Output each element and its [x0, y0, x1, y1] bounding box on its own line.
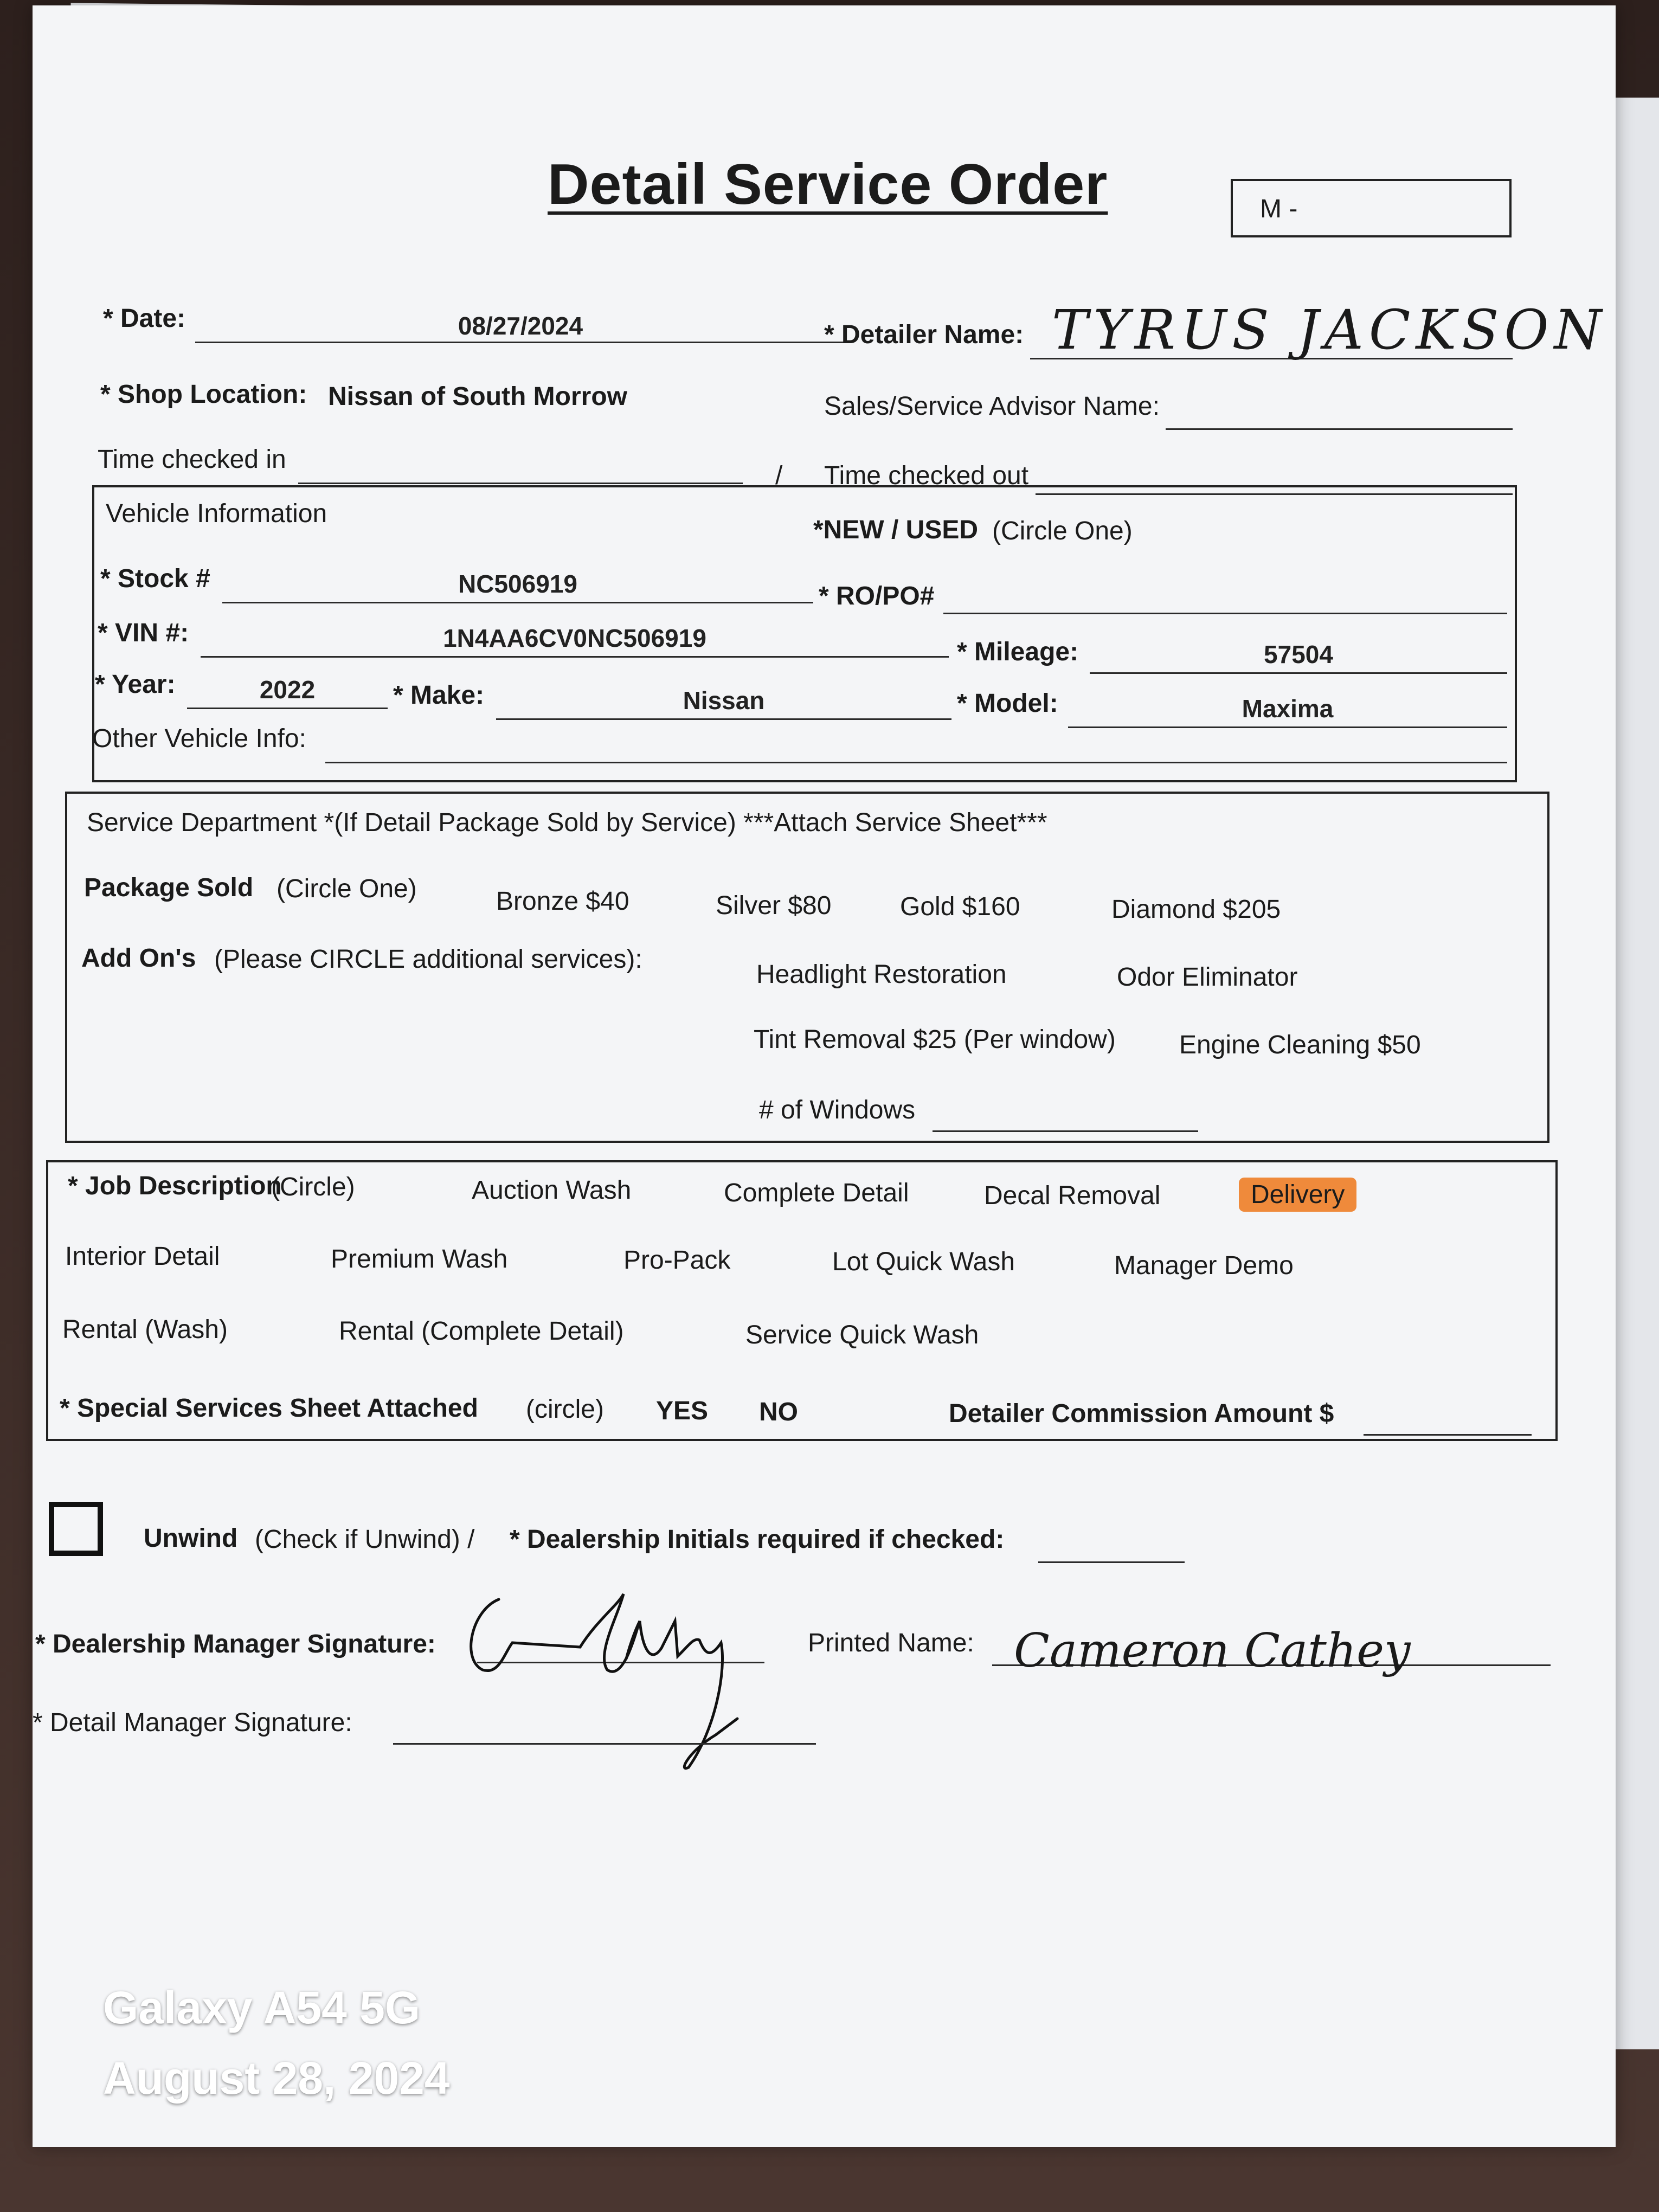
dealership-manager-signature-label: * Dealership Manager Signature: [35, 1630, 436, 1658]
date-value: 08/27/2024 [458, 312, 583, 340]
date-field[interactable] [195, 309, 846, 343]
detail-manager-signature-field[interactable] [393, 1713, 816, 1745]
camera-date-watermark: August 28, 2024 [103, 2053, 450, 2104]
new-used-note: (Circle One) [992, 517, 1133, 545]
package-gold[interactable]: Gold $160 [900, 892, 1020, 921]
order-number-box [1231, 179, 1512, 237]
addon-headlight-restoration[interactable]: Headlight Restoration [756, 960, 1007, 989]
make-value: Nissan [683, 686, 765, 715]
stock-label: * Stock # [100, 564, 210, 593]
other-info-label: Other Vehicle Info: [92, 724, 306, 753]
job-decal-removal[interactable]: Decal Removal [984, 1181, 1161, 1210]
detailer-name-field[interactable] [1030, 287, 1607, 362]
year-field[interactable] [187, 675, 388, 709]
package-diamond[interactable]: Diamond $205 [1111, 895, 1281, 924]
addon-tint-removal[interactable]: Tint Removal $25 (Per window) [754, 1025, 1116, 1054]
stock-value: NC506919 [458, 570, 577, 598]
dealership-initials-field[interactable] [1038, 1532, 1185, 1563]
windows-count-label: # of Windows [759, 1096, 916, 1124]
detailer-name-label: * Detailer Name: [824, 320, 1024, 349]
printed-name-handwritten: Cameron Cathey [1014, 1624, 1411, 1678]
addon-engine-cleaning[interactable]: Engine Cleaning $50 [1179, 1031, 1421, 1059]
windows-count-field[interactable] [933, 1101, 1198, 1132]
make-label: * Make: [393, 681, 485, 710]
vin-label: * VIN #: [98, 619, 189, 647]
year-value: 2022 [259, 676, 316, 704]
time-in-field[interactable] [298, 455, 743, 484]
mileage-field[interactable] [1090, 640, 1507, 674]
time-in-label: Time checked in [98, 445, 286, 474]
job-auction-wash[interactable]: Auction Wash [472, 1176, 632, 1205]
package-bronze[interactable]: Bronze $40 [496, 887, 629, 916]
job-description-label: * Job Description [68, 1172, 282, 1200]
dealership-manager-signature-field[interactable] [477, 1626, 764, 1663]
detailer-name-handwritten: TYRUS JACKSON [1052, 298, 1607, 362]
stock-field[interactable] [222, 569, 813, 603]
ro-po-label: * RO/PO# [819, 582, 935, 610]
package-sold-note: (Circle One) [276, 874, 417, 903]
job-description-note: (Circle) [271, 1173, 355, 1201]
special-services-note: (circle) [526, 1395, 604, 1424]
time-separator: / [775, 461, 783, 490]
special-services-no[interactable]: NO [759, 1398, 798, 1426]
vin-field[interactable] [201, 623, 949, 658]
job-service-quick-wash[interactable]: Service Quick Wash [745, 1321, 979, 1349]
new-used-label: *NEW / USED [813, 516, 979, 544]
addon-odor-eliminator[interactable]: Odor Eliminator [1117, 963, 1298, 992]
job-pro-pack[interactable]: Pro-Pack [623, 1246, 731, 1275]
special-services-yes[interactable]: YES [656, 1397, 709, 1425]
camera-device-watermark: Galaxy A54 5G [103, 1982, 421, 2033]
job-rental-complete-detail[interactable]: Rental (Complete Detail) [339, 1317, 624, 1346]
form-title: Detail Service Order [548, 152, 1108, 216]
unwind-note: (Check if Unwind) / [255, 1525, 475, 1554]
detail-manager-signature-label: * Detail Manager Signature: [33, 1708, 352, 1737]
service-order-sheet [33, 5, 1616, 2147]
year-label: * Year: [95, 670, 176, 699]
time-out-label: Time checked out [824, 461, 1029, 490]
job-manager-demo[interactable]: Manager Demo [1114, 1251, 1294, 1280]
other-info-field[interactable] [325, 729, 1507, 763]
vehicle-info-heading: Vehicle Information [106, 499, 327, 528]
model-value: Maxima [1242, 695, 1334, 723]
job-interior-detail[interactable]: Interior Detail [65, 1242, 220, 1271]
model-field[interactable] [1068, 694, 1507, 728]
unwind-checkbox[interactable] [49, 1502, 103, 1556]
date-label: * Date: [103, 304, 186, 333]
make-field[interactable] [496, 686, 951, 720]
mileage-label: * Mileage: [957, 638, 1079, 666]
manager-signature-drawing [461, 1589, 764, 1778]
job-delivery-highlighted[interactable]: Delivery [1239, 1178, 1356, 1212]
mileage-value: 57504 [1264, 640, 1333, 668]
ro-po-field[interactable] [943, 580, 1507, 614]
shop-location-value: Nissan of South Morrow [328, 382, 627, 411]
special-services-label: * Special Services Sheet Attached [60, 1394, 478, 1423]
service-heading: Service Department *(If Detail Package Sold by Service) ***Attach Service Sheet*** [87, 808, 1047, 837]
vin-value: 1N4AA6CV0NC506919 [443, 624, 706, 652]
commission-label: Detailer Commission Amount $ [949, 1399, 1334, 1428]
addons-note: (Please CIRCLE additional services): [214, 945, 642, 974]
order-number-prefix: M - [1260, 195, 1298, 223]
shop-location-label: * Shop Location: [100, 380, 307, 409]
printed-name-field[interactable] [992, 1624, 1551, 1678]
job-rental-wash[interactable]: Rental (Wash) [62, 1315, 228, 1344]
model-label: * Model: [957, 689, 1058, 718]
job-lot-quick-wash[interactable]: Lot Quick Wash [832, 1248, 1015, 1276]
job-complete-detail[interactable]: Complete Detail [724, 1179, 909, 1207]
advisor-name-label: Sales/Service Advisor Name: [824, 392, 1160, 421]
dealership-initials-label: * Dealership Initials required if checked: [510, 1525, 1005, 1554]
advisor-name-field[interactable] [1166, 401, 1513, 430]
unwind-label: Unwind [144, 1524, 238, 1553]
job-premium-wash[interactable]: Premium Wash [331, 1245, 508, 1274]
package-sold-label: Package Sold [84, 873, 254, 902]
printed-name-label: Printed Name: [808, 1629, 974, 1657]
addons-label: Add On's [81, 944, 196, 973]
commission-field[interactable] [1364, 1404, 1532, 1436]
package-silver[interactable]: Silver $80 [716, 891, 832, 920]
